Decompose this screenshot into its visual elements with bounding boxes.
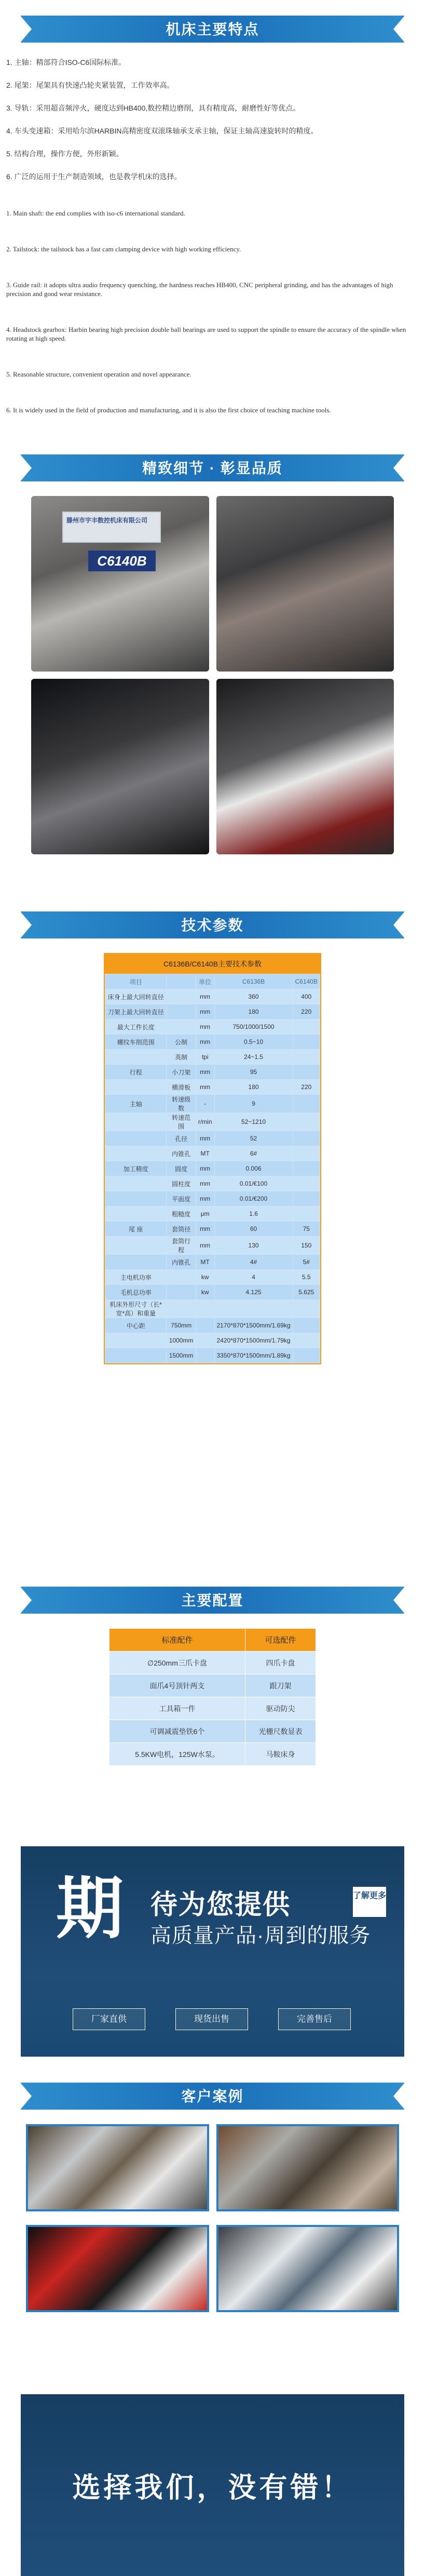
spec-cell: 0.5~10	[214, 1035, 293, 1050]
config-row	[109, 1674, 316, 1697]
spec-cell: 中心距	[105, 1318, 167, 1333]
spec-cell	[167, 974, 196, 989]
detail-photo-grid	[31, 496, 394, 854]
spec-cell: 螺纹车削范围	[105, 1035, 167, 1050]
spec-table-title: C6136B/C6140B主要技术参数	[105, 954, 320, 974]
feature-en-item: 3. Guide rail: it adopts ultra audio frequency quenching, the hardness reaches HB400, CNC peripheral grinding, and has the advantages of high precision and good wear resistance.	[6, 281, 393, 298]
spec-cell: 尾 座	[105, 1222, 167, 1237]
spec-cell: 最大工件长度	[105, 1019, 167, 1035]
spec-cell	[167, 1300, 196, 1318]
spec-cell	[105, 1176, 167, 1191]
spec-cell: mm	[196, 1237, 214, 1255]
model-badge: C6140B	[88, 551, 156, 571]
spec-row	[105, 1270, 320, 1285]
spec-cell: 床身上最大回转直径	[105, 989, 167, 1004]
spec-row	[105, 1318, 320, 1333]
spec-cell: 刀架上最大回转直径	[105, 1004, 167, 1019]
spec-row	[105, 1237, 320, 1255]
spec-cell: 3350*870*1500mm/1.89kg	[214, 1348, 293, 1363]
spec-row	[105, 1161, 320, 1176]
config-cell: 面爪4号顶针两支	[109, 1674, 245, 1697]
config-cell: 工具箱一件	[109, 1697, 245, 1720]
spec-cell: 5.625	[293, 1285, 320, 1300]
cases-section	[0, 2124, 425, 2394]
spec-cell: 0.01/€100	[214, 1176, 293, 1191]
spec-cell: r/min	[196, 1113, 214, 1131]
spec-cell: 4	[214, 1270, 293, 1285]
features-title: 机床主要特点	[166, 21, 259, 37]
slogan-banner	[21, 2394, 404, 2576]
config-cell: 光栅尺数显表	[245, 1720, 316, 1743]
spec-cell: 主电机功率	[105, 1270, 167, 1285]
in-stock-button[interactable]: 现货出售	[175, 2008, 248, 2030]
spec-cell: 750mm	[167, 1318, 196, 1333]
cases-title: 客户案例	[181, 2088, 244, 2104]
config-cell: 可选配件	[245, 1629, 316, 1652]
features-banner	[0, 0, 425, 57]
promo-line2: 高质量产品·周到的服务	[150, 1924, 371, 1947]
spec-cell	[105, 1348, 167, 1363]
spec-cell: 套筒行程	[167, 1237, 196, 1255]
spec-cell: 转速范围	[167, 1113, 196, 1131]
config-row	[109, 1720, 316, 1743]
spec-cell	[167, 1285, 196, 1300]
spec-cell	[293, 1161, 320, 1176]
spec-cell: 粗糙度	[167, 1206, 196, 1222]
spec-cell: 主轴	[105, 1095, 167, 1113]
spec-table-wrap	[104, 953, 321, 1364]
learn-more-button[interactable]: 了解更多	[353, 1887, 386, 1917]
spec-row	[105, 1080, 320, 1095]
spec-row	[105, 1146, 320, 1161]
spec-cell: 360	[214, 989, 293, 1004]
spec-cell	[167, 1019, 196, 1035]
spec-cell: C6136B	[214, 974, 293, 989]
spec-cell: 圆柱度	[167, 1176, 196, 1191]
spec-cell	[105, 1146, 167, 1161]
spec-cell	[105, 1080, 167, 1095]
spec-cell	[293, 1095, 320, 1113]
spec-cell: 150	[293, 1237, 320, 1255]
spec-cell: 公制	[167, 1035, 196, 1050]
config-cell: 可调减震垫铁6个	[109, 1720, 245, 1743]
spec-row	[105, 1176, 320, 1191]
spec-cell: 0.006	[214, 1161, 293, 1176]
case-photo	[26, 2124, 209, 2211]
spec-row	[105, 1019, 320, 1035]
spec-cell: 5#	[293, 1255, 320, 1270]
spec-cell	[105, 1206, 167, 1222]
spec-cell: mm	[196, 989, 214, 1004]
after-sales-button[interactable]: 完善售后	[278, 2008, 351, 2030]
feature-cn-item: 5. 结构合理，操作方便，外形新颖。	[6, 150, 124, 158]
spec-cell: MT	[196, 1146, 214, 1161]
spec-cell: 6#	[214, 1146, 293, 1161]
spec-cell	[105, 1131, 167, 1146]
spec-cell: 毛机总功率	[105, 1285, 167, 1300]
spec-cell: 单位	[196, 974, 214, 989]
spec-row	[105, 989, 320, 1004]
features-en-list	[6, 209, 419, 414]
spec-cell: mm	[196, 1080, 214, 1095]
spec-cell	[293, 1065, 320, 1080]
spec-cell	[105, 1050, 167, 1065]
spec-row	[105, 1333, 320, 1348]
feature-en-item: 6. It is widely used in the field of production and manufacturing, and it is also the first choice of teaching machine tools.	[6, 406, 331, 414]
spec-cell: 2170*870*1500mm/1.69kg	[214, 1318, 293, 1333]
spec-cell: 52~1210	[214, 1113, 293, 1131]
spec-cell	[214, 1300, 293, 1318]
spec-cell	[293, 1146, 320, 1161]
spec-cell: 加工精度	[105, 1161, 167, 1176]
factory-direct-button[interactable]: 厂家直供	[73, 2008, 145, 2030]
features-cn-list	[6, 57, 419, 182]
spec-cell: 130	[214, 1237, 293, 1255]
spec-row	[105, 1222, 320, 1237]
spec-cell	[105, 1255, 167, 1270]
spec-cell: 1.6	[214, 1206, 293, 1222]
spec-cell: 机床外形尺寸（长*宽*高）和重量	[105, 1300, 167, 1318]
details-title: 精致细节 · 彰显品质	[142, 460, 283, 476]
spec-cell: 750/1000/1500	[214, 1019, 293, 1035]
config-title: 主要配置	[181, 1592, 244, 1608]
config-cell: 驱动防尖	[245, 1697, 316, 1720]
spec-cell: mm	[196, 1004, 214, 1019]
spec-row	[105, 1191, 320, 1206]
spec-cell: 内锥孔	[167, 1255, 196, 1270]
spec-cell: 项目	[105, 974, 167, 989]
promo-buttons	[73, 2008, 351, 2030]
spec-cell	[293, 1191, 320, 1206]
feature-cn-item: 6. 广泛的运用于生产制造领域，也是教学机床的选择。	[6, 172, 182, 181]
spec-cell	[293, 1131, 320, 1146]
spec-cell: 1000mm	[167, 1333, 196, 1348]
specs-section	[0, 953, 425, 1566]
spec-table	[105, 974, 320, 1363]
spec-cell: 套筒径	[167, 1222, 196, 1237]
spec-cell	[293, 1318, 320, 1333]
config-table	[109, 1628, 316, 1766]
spec-cell: 5.5	[293, 1270, 320, 1285]
spec-cell: C6140B	[293, 974, 320, 989]
spec-cell: tpi	[196, 1050, 214, 1065]
spec-cell: 9	[214, 1095, 293, 1113]
config-cell: ∅250mm三爪卡盘	[109, 1652, 245, 1674]
feature-en-item: 4. Headstock gearbox: Harbin bearing high precision double ball bearings are used to support the spindle to ensure the accuracy of the spindle when rotating at high speed.	[6, 326, 406, 342]
config-cell: 马鞍床身	[245, 1743, 316, 1766]
spec-cell	[293, 1019, 320, 1035]
details-banner	[0, 439, 425, 496]
specs-banner	[0, 896, 425, 953]
spec-cell: 行程	[105, 1065, 167, 1080]
spec-cell: mm	[196, 1019, 214, 1035]
spec-cell: MT	[196, 1255, 214, 1270]
promo-big-char: 期	[56, 1871, 124, 1947]
spec-cell: 0.01/€200	[214, 1191, 293, 1206]
config-section	[0, 1628, 425, 1846]
spec-row	[105, 1348, 320, 1363]
spec-row	[105, 1035, 320, 1050]
spec-cell: 转速级数	[167, 1095, 196, 1113]
spec-cell	[293, 1300, 320, 1318]
config-row	[109, 1743, 316, 1766]
spec-cell: 1500mm	[167, 1348, 196, 1363]
spec-cell: 52	[214, 1131, 293, 1146]
detail-photo-chuck	[216, 496, 394, 672]
spec-cell: 180	[214, 1004, 293, 1019]
spec-cell: 60	[214, 1222, 293, 1237]
slogan-text: 选择我们，没有错！	[72, 2472, 353, 2503]
promo-line1: 待为您提供	[150, 1890, 291, 1920]
spec-cell: 孔径	[167, 1131, 196, 1146]
spec-header-row	[105, 974, 320, 989]
spec-cell	[105, 1237, 167, 1255]
case-photo	[216, 2225, 400, 2312]
spec-cell: mm	[196, 1161, 214, 1176]
case-photo	[216, 2124, 400, 2211]
detail-photo-nameplate	[31, 496, 209, 672]
spec-cell: 75	[293, 1222, 320, 1237]
spec-row	[105, 1300, 320, 1318]
spec-cell	[196, 1333, 214, 1348]
config-cell: 标准配件	[109, 1629, 245, 1652]
config-banner	[0, 1571, 425, 1628]
spec-cell	[293, 1348, 320, 1363]
spec-cell	[293, 1333, 320, 1348]
config-header-row	[109, 1629, 316, 1652]
spec-cell: 24~1.5	[214, 1050, 293, 1065]
detail-photo-toolpost	[31, 679, 209, 854]
spec-cell: 平面度	[167, 1191, 196, 1206]
spec-cell	[293, 1050, 320, 1065]
spec-cell: μm	[196, 1206, 214, 1222]
case-photo	[26, 2225, 209, 2312]
spec-cell	[167, 1270, 196, 1285]
spec-row	[105, 1285, 320, 1300]
spec-row	[105, 1065, 320, 1080]
spec-cell	[196, 1300, 214, 1318]
spec-row	[105, 1255, 320, 1270]
spec-cell: 4.125	[214, 1285, 293, 1300]
feature-cn-item: 1. 主轴：精部符合ISO-C6国际标准。	[6, 58, 126, 66]
spec-cell: mm	[196, 1035, 214, 1050]
spec-cell	[196, 1348, 214, 1363]
spec-cell	[167, 1004, 196, 1019]
spec-row	[105, 1004, 320, 1019]
spec-cell: 220	[293, 1004, 320, 1019]
spec-cell	[196, 1318, 214, 1333]
spec-cell	[293, 1206, 320, 1222]
feature-en-item: 1. Main shaft: the end complies with iso-c6 international standard.	[6, 209, 185, 217]
spec-cell: -	[196, 1095, 214, 1113]
config-cell: 跟刀架	[245, 1674, 316, 1697]
feature-cn-item: 2. 尾架：尾架具有快速凸轮夹紧装置，工作效率高。	[6, 81, 174, 89]
spec-cell: 英制	[167, 1050, 196, 1065]
spec-cell	[105, 1191, 167, 1206]
feature-en-item: 5. Reasonable structure, convenient operation and novel appearance.	[6, 370, 191, 378]
spec-cell	[105, 1113, 167, 1131]
spec-cell: 4#	[214, 1255, 293, 1270]
spec-cell	[105, 1333, 167, 1348]
config-row	[109, 1652, 316, 1674]
spec-cell: mm	[196, 1131, 214, 1146]
case-photo-grid	[26, 2124, 399, 2312]
spec-row	[105, 1206, 320, 1222]
cases-banner	[0, 2067, 425, 2124]
spec-cell	[293, 1113, 320, 1131]
details-section	[0, 496, 425, 896]
config-row	[109, 1697, 316, 1720]
spec-cell: 220	[293, 1080, 320, 1095]
spec-row	[105, 1131, 320, 1146]
spec-cell	[293, 1035, 320, 1050]
spec-cell	[167, 989, 196, 1004]
spec-cell: kw	[196, 1270, 214, 1285]
config-cell: 四爪卡盘	[245, 1652, 316, 1674]
spec-cell: mm	[196, 1065, 214, 1080]
features-section	[0, 57, 425, 439]
spec-cell: 2420*870*1500mm/1.79kg	[214, 1333, 293, 1348]
spec-cell: 内锥孔	[167, 1146, 196, 1161]
spec-cell: mm	[196, 1222, 214, 1237]
nameplate: 滕州市宇丰数控机床有限公司	[62, 512, 161, 543]
spec-row	[105, 1095, 320, 1113]
spec-cell: 圆度	[167, 1161, 196, 1176]
spec-cell: 小刀架	[167, 1065, 196, 1080]
spec-cell: 95	[214, 1065, 293, 1080]
spec-cell: kw	[196, 1285, 214, 1300]
spec-row	[105, 1113, 320, 1131]
feature-cn-item: 3. 导轨：采用超音频淬火，硬度达到HB400,数控精边磨削，具有精度高，耐磨性好等优点。	[6, 104, 300, 112]
config-cell: 5.5KW电机，125W水泵。	[109, 1743, 245, 1766]
spec-cell: 180	[214, 1080, 293, 1095]
promo-banner	[21, 1846, 404, 2057]
spec-cell: mm	[196, 1176, 214, 1191]
specs-title: 技术参数	[181, 917, 244, 933]
detail-photo-carriage	[216, 679, 394, 854]
spec-cell	[293, 1176, 320, 1191]
spec-cell: 横滑板	[167, 1080, 196, 1095]
spec-cell: mm	[196, 1191, 214, 1206]
feature-cn-item: 4. 车头变速箱：采用哈尔滨HARBIN高精密度双滚珠轴承支承主轴，保证主轴高速旋转时的精度。	[6, 127, 318, 135]
spec-cell: 400	[293, 989, 320, 1004]
spec-row	[105, 1050, 320, 1065]
feature-en-item: 2. Tailstock: the tailstock has a fast cam clamping device with high working efficiency.	[6, 245, 241, 253]
